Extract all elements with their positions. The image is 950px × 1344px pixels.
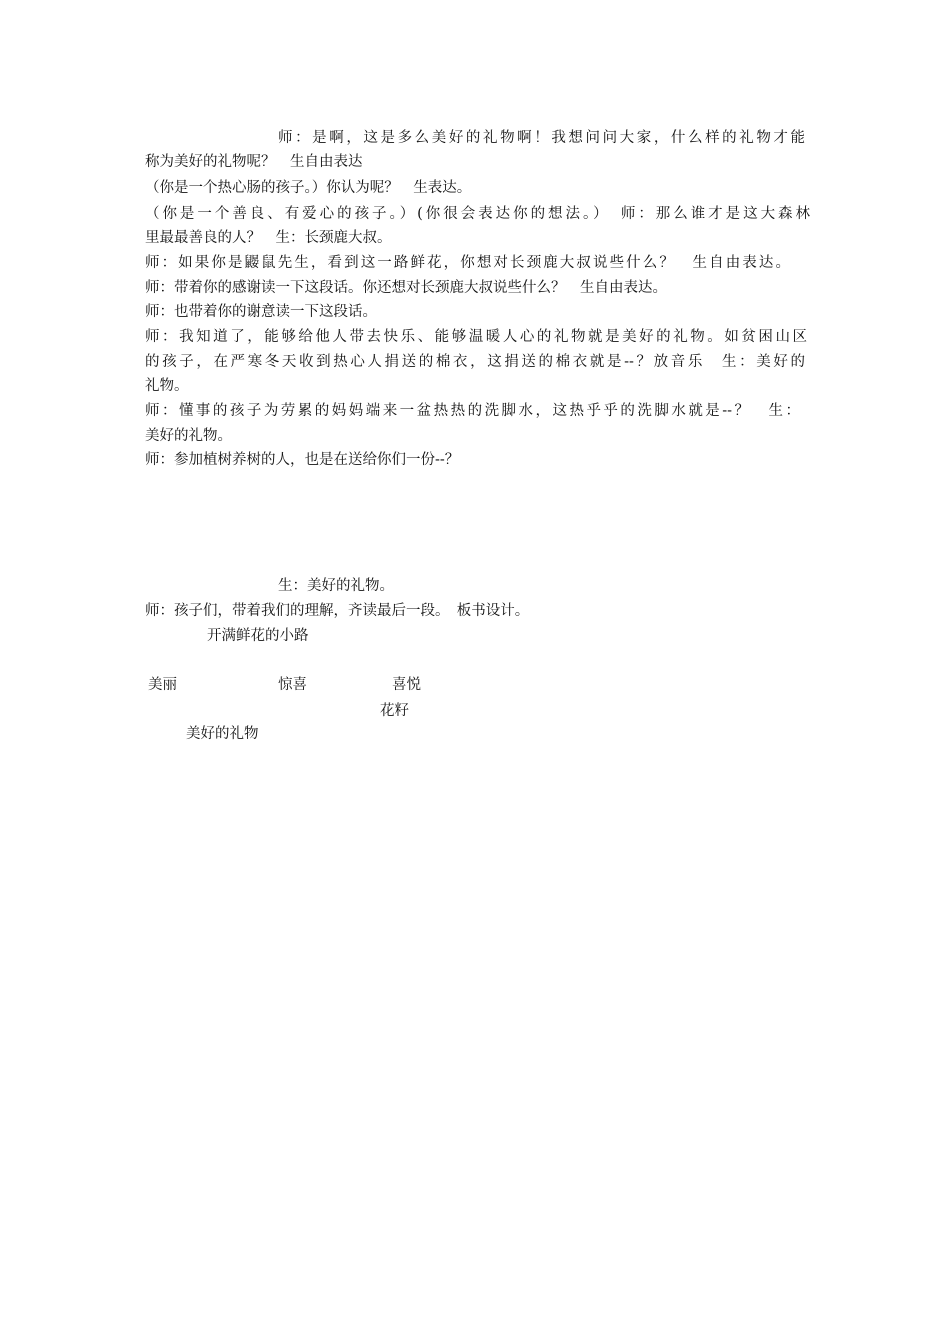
board-word-1: 美丽 bbox=[148, 677, 177, 693]
paragraph-line-15: 生：美好的礼物。 bbox=[278, 578, 394, 594]
board-conclusion: 美好的礼物 bbox=[186, 726, 259, 742]
paragraph-line-7: 师：带着你的感谢读一下这段话。你还想对长颈鹿大叔说些什么？ 生自由表达。 bbox=[145, 280, 667, 296]
paragraph-line-9: 师：我知道了，能够给他人带去快乐、能够温暖人心的礼物就是美好的礼物。如贫困山区 bbox=[145, 329, 807, 345]
paragraph-line-3: （你是一个热心肠的孩子。）你认为呢？ 生表达。 bbox=[145, 180, 472, 196]
paragraph-line-16: 师：孩子们，带着我们的理解，齐读最后一段。 板书设计。 bbox=[145, 603, 530, 619]
paragraph-line-14: 师：参加植树养树的人，也是在送给你们一份--？ bbox=[145, 452, 460, 468]
paragraph-line-1: 师：是啊，这是多么美好的礼物啊！我想问问大家，什么样的礼物才能 bbox=[278, 130, 805, 146]
paragraph-line-6: 师：如果你是鼹鼠先生，看到这一路鲜花，你想对长颈鹿大叔说些什么？ 生自由表达。 bbox=[145, 255, 790, 271]
paragraph-line-10: 的孩子，在严寒冬天收到热心人捐送的棉衣，这捐送的棉衣就是--？放音乐 生：美好的 bbox=[145, 354, 805, 370]
paragraph-line-8: 师：也带着你的谢意读一下这段话。 bbox=[145, 304, 377, 320]
paragraph-line-13: 美好的礼物。 bbox=[145, 428, 232, 444]
paragraph-line-11: 礼物。 bbox=[145, 378, 189, 394]
board-seed: 花籽 bbox=[380, 703, 409, 719]
board-design-title: 开满鲜花的小路 bbox=[207, 628, 309, 644]
paragraph-line-4: （你是一个善良、有爱心的孩子。）(你很会表达你的想法。） 师：那么谁才是这大森林 bbox=[145, 206, 810, 222]
board-word-2: 惊喜 bbox=[278, 677, 307, 693]
paragraph-line-2: 称为美好的礼物呢？ 生自由表达 bbox=[145, 154, 363, 170]
board-word-3: 喜悦 bbox=[392, 677, 421, 693]
paragraph-line-12: 师：懂事的孩子为劳累的妈妈端来一盆热热的洗脚水，这热乎乎的洗脚水就是--？ 生： bbox=[145, 403, 800, 419]
paragraph-line-5: 里最最善良的人？ 生：长颈鹿大叔。 bbox=[145, 230, 392, 246]
